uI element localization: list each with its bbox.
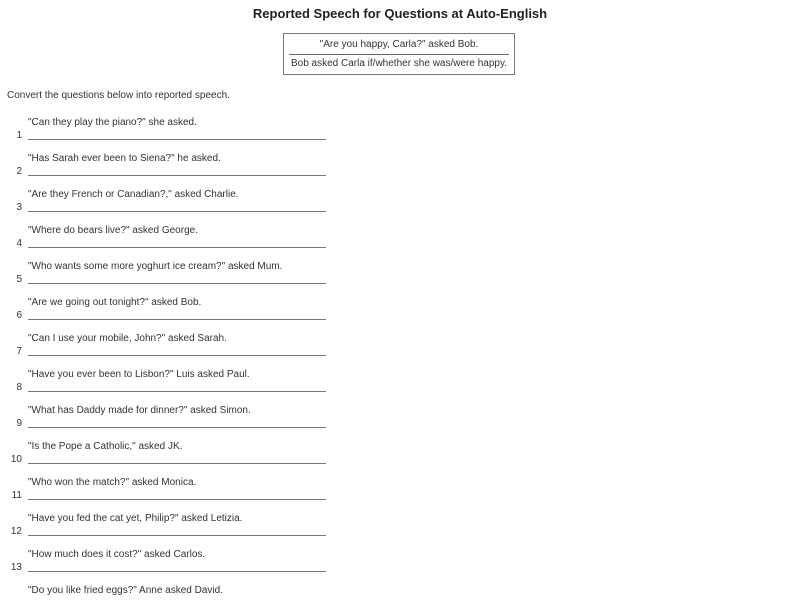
page-title: Reported Speech for Questions at Auto-English xyxy=(252,6,548,21)
item-number: 4 xyxy=(16,238,22,249)
item-question: "Do you like fried eggs?" Anne asked David. xyxy=(28,585,223,596)
item-question: "Are we going out tonight?" asked Bob. xyxy=(28,297,202,308)
exercise-item xyxy=(0,333,340,369)
answer-line[interactable] xyxy=(28,427,326,428)
exercise-item xyxy=(0,225,340,261)
instructions: Convert the questions below into reported speech. xyxy=(7,90,230,101)
exercise-item xyxy=(0,153,340,189)
item-question: "How much does it cost?" asked Carlos. xyxy=(28,549,206,560)
exercise-item xyxy=(0,297,340,333)
answer-line[interactable] xyxy=(28,175,326,176)
example-question: "Are you happy, Carla?" asked Bob. xyxy=(319,39,479,50)
answer-line[interactable] xyxy=(28,571,326,572)
item-number: 9 xyxy=(16,418,22,429)
answer-line[interactable] xyxy=(28,211,326,212)
answer-line[interactable] xyxy=(28,391,326,392)
exercise-item xyxy=(0,369,340,405)
item-question: "Have you ever been to Lisbon?" Luis asked Paul. xyxy=(28,369,250,380)
item-number: 11 xyxy=(11,490,22,501)
answer-line[interactable] xyxy=(28,535,326,536)
item-number: 3 xyxy=(16,202,22,213)
example-box xyxy=(283,33,515,75)
item-number: 2 xyxy=(16,166,22,177)
item-question: "Has Sarah ever been to Siena?" he asked. xyxy=(28,153,221,164)
item-question: "Where do bears live?" asked George. xyxy=(28,225,198,236)
item-number: 6 xyxy=(16,310,22,321)
answer-line[interactable] xyxy=(28,139,326,140)
answer-line[interactable] xyxy=(28,283,326,284)
exercise-item xyxy=(0,549,340,585)
answer-line[interactable] xyxy=(28,355,326,356)
answer-line[interactable] xyxy=(28,499,326,500)
item-number: 10 xyxy=(10,454,22,465)
answer-line[interactable] xyxy=(28,463,326,464)
exercise-item xyxy=(0,189,340,225)
answer-line[interactable] xyxy=(28,319,326,320)
exercise-item xyxy=(0,117,340,153)
item-question: "Are they French or Canadian?," asked Charlie. xyxy=(28,189,239,200)
exercise-item xyxy=(0,261,340,297)
item-question: "Is the Pope a Catholic," asked JK. xyxy=(28,441,183,452)
item-question: "Can I use your mobile, John?" asked Sarah. xyxy=(28,333,227,344)
item-number: 12 xyxy=(10,526,22,537)
item-number: 13 xyxy=(10,562,22,573)
item-question: "Who wants some more yoghurt ice cream?" asked Mum. xyxy=(28,261,283,272)
answer-line[interactable] xyxy=(28,247,326,248)
exercise-item xyxy=(0,441,340,477)
item-number: 7 xyxy=(16,346,22,357)
item-question: "What has Daddy made for dinner?" asked Simon. xyxy=(28,405,251,416)
item-number: 5 xyxy=(16,274,22,285)
exercise-item xyxy=(0,513,340,549)
item-question: "Have you fed the cat yet, Philip?" asked Letizia. xyxy=(28,513,243,524)
exercise-item xyxy=(0,405,340,441)
item-number: 8 xyxy=(16,382,22,393)
item-question: "Who won the match?" asked Monica. xyxy=(28,477,197,488)
item-question: "Can they play the piano?" she asked. xyxy=(28,117,197,128)
example-answer: Bob asked Carla if/whether she was/were happy. xyxy=(290,58,508,69)
exercise-item xyxy=(0,585,340,600)
exercise-item xyxy=(0,477,340,513)
item-number: 1 xyxy=(16,130,22,141)
example-divider xyxy=(289,54,509,55)
